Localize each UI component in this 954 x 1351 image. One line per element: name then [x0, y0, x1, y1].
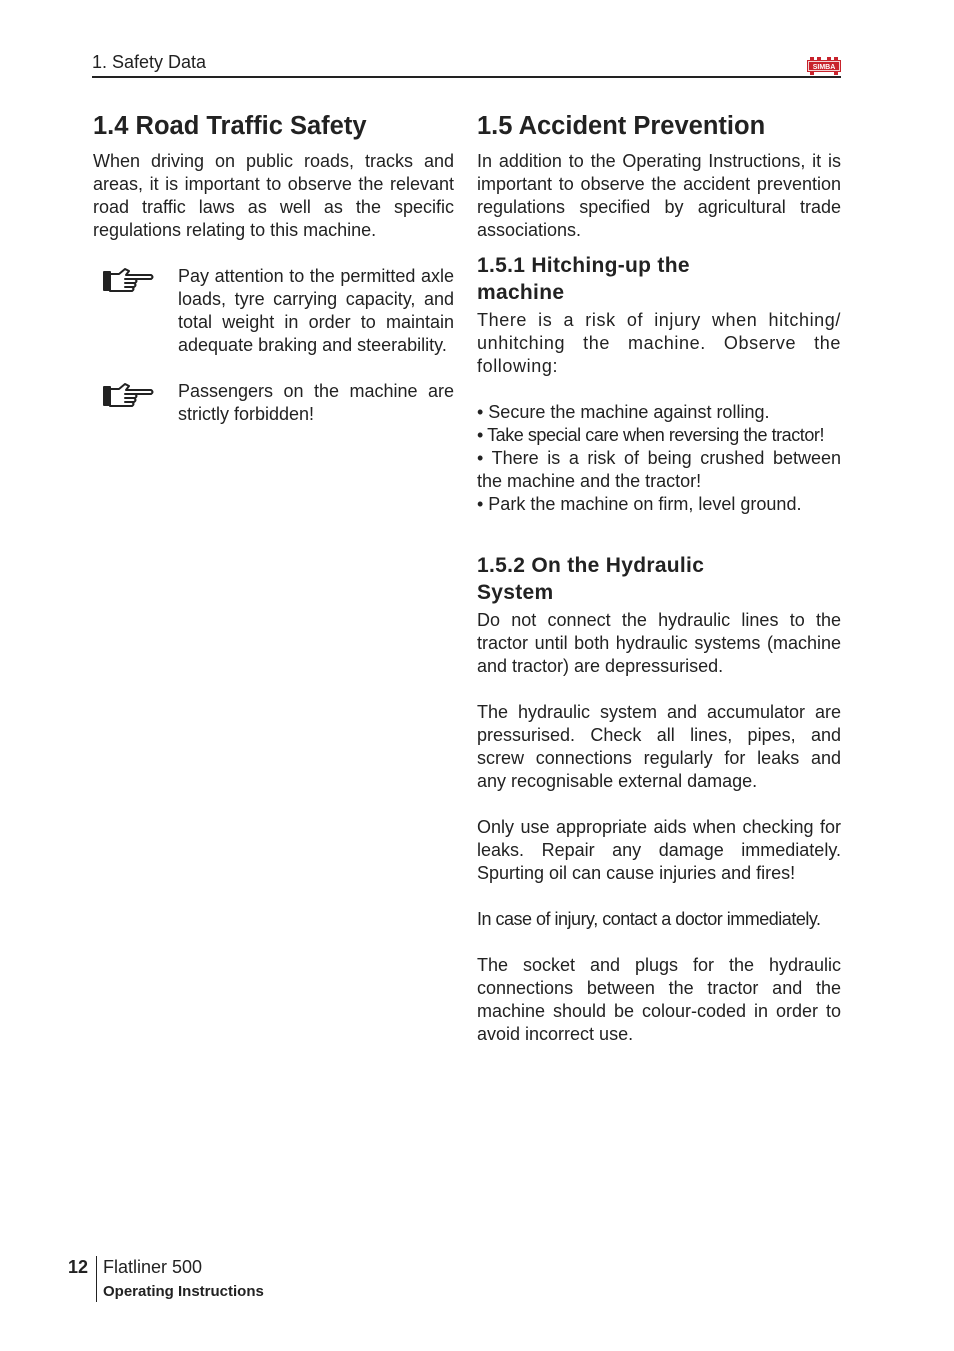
paragraph: In case of injury, contact a doctor immediately.: [477, 909, 821, 929]
section-title: 1.4 Road Traffic Safety: [93, 112, 367, 140]
section-road-traffic-safety: [93, 110, 454, 426]
section-intro: When driving on public roads, tracks and areas, it is important to observe the relevant road traffic laws as well as the specific regulations relating to this machine.: [93, 151, 454, 240]
simba-logo: [807, 57, 841, 75]
logo-text: SIMBA: [812, 64, 836, 71]
section-intro: In addition to the Operating Instructions, it is important to observe the accident prevention regulations specified by agricultural trade associations.: [477, 151, 841, 240]
subsection-title-line: System: [477, 581, 554, 604]
section-accident-prevention: [477, 110, 841, 1046]
list-item: • Secure the machine against rolling.: [477, 402, 770, 422]
product-name: Flatliner 500: [103, 1257, 203, 1277]
note-text: Pay attention to the permitted axle loads, tyre carrying capacity, and total weight in order to maintain adequate braking and steerability.: [178, 266, 454, 355]
paragraph: The hydraulic system and accumulator are pressurised. Check all lines, pipes, and screw connections regularly for leaks and any recognisable external damage.: [477, 702, 841, 791]
subsection-title-line: 1.5.1 Hitching-up the: [477, 254, 690, 277]
pointing-hand-icon: [101, 380, 155, 410]
document-type: Operating Instructions: [103, 1283, 264, 1300]
list-item: • There is a risk of being crushed between the machine and the tractor!: [477, 448, 841, 491]
subsection-title-line: 1.5.2 On the Hydraulic: [477, 554, 705, 577]
running-header: 1. Safety Data: [92, 52, 207, 72]
note-item: [93, 380, 454, 426]
section-title: 1.5 Accident Prevention: [477, 112, 766, 140]
paragraph: Only use appropriate aids when checking for leaks. Repair any damage immediately. Spurting oil can cause injuries and fires!: [477, 817, 841, 883]
subsection-intro: There is a risk of injury when hitching/ unhitching the machine. Observe the following:: [477, 310, 841, 376]
header-divider: [92, 76, 841, 78]
page-number: 12: [68, 1257, 89, 1277]
subsection-title-line: machine: [477, 281, 565, 304]
paragraph: Do not connect the hydraulic lines to the tractor until both hydraulic systems (machine and tractor) are depressurised.: [477, 610, 841, 676]
list-item: • Park the machine on firm, level ground.: [477, 494, 802, 514]
pointing-hand-icon: [101, 265, 155, 295]
subsection-title-hitching: [477, 252, 841, 306]
note-item: [93, 265, 454, 357]
note-text: Passengers on the machine are strictly forbidden!: [178, 381, 454, 424]
list-item: • Take special care when reversing the tractor!: [477, 425, 824, 445]
subsection-title-hydraulic: [477, 552, 841, 606]
paragraph: The socket and plugs for the hydraulic connections between the tractor and the machine should be colour-coded in order to avoid incorrect use.: [477, 955, 841, 1044]
footer-divider: [96, 1256, 97, 1302]
